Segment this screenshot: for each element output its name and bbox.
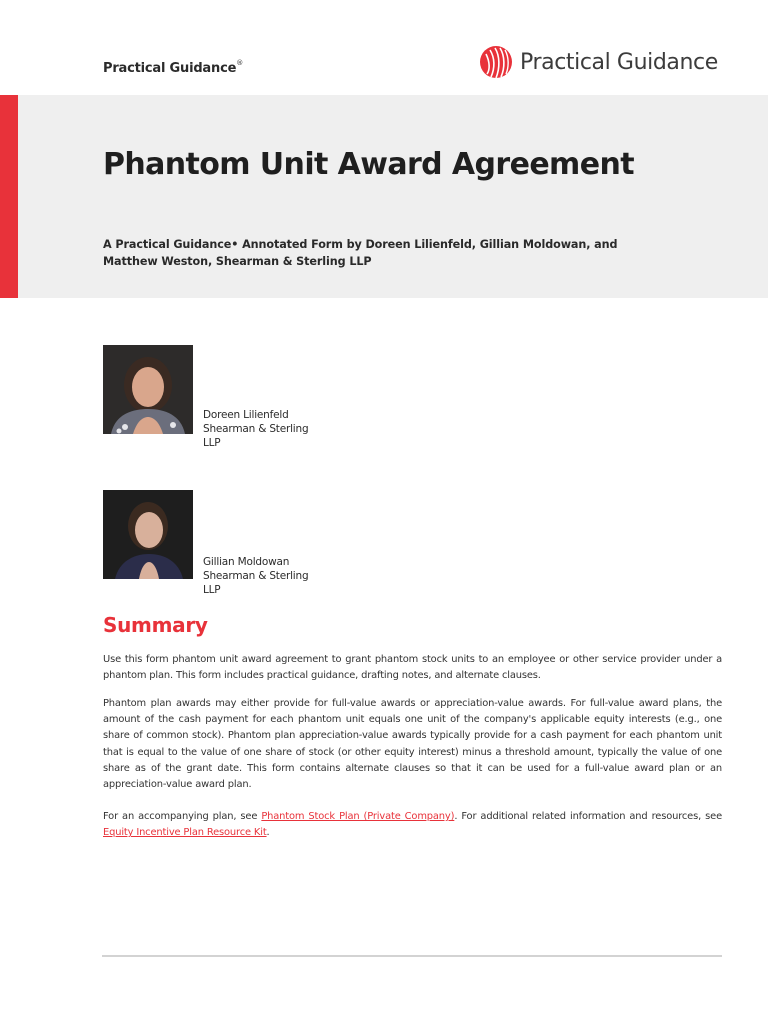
author-portrait-image bbox=[103, 345, 193, 434]
summary-paragraph: Use this form phantom unit award agreement to grant phantom stock units to an employee or other service provider under a phantom plan. This form includes practical guidance, drafting notes, and alternate clauses. bbox=[103, 654, 722, 682]
author-photo bbox=[103, 490, 193, 579]
summary-paragraph: Phantom plan awards may either provide for full-value awards or appreciation-value awards. For full-value award plans, the amount of the cash payment for each phantom unit equals one unit of the company's applicable equity interests (e.g., one share of common stock). Phantom plan appreciation-value awards typically provide for a cash payment for each phantom unit that is equal to the value of one share of stock (or other equity interest) minus a threshold amount, typically the value of one share as of the grant date. This form contains alternate clauses so that it can be used for a full-value award plan or an appreciation-value award plan. bbox=[103, 698, 722, 791]
title-banner-accent-bar bbox=[0, 95, 18, 298]
author-name: Gillian Moldowan bbox=[203, 556, 290, 568]
author-photo bbox=[103, 345, 193, 434]
links-suffix-text: . bbox=[266, 827, 270, 839]
author-firm-suffix: LLP bbox=[203, 584, 221, 596]
author-card bbox=[103, 490, 309, 596]
phantom-stock-plan-link[interactable]: Phantom Stock Plan (Private Company) bbox=[261, 811, 455, 822]
footer-divider bbox=[102, 955, 722, 957]
summary-heading: Summary bbox=[103, 613, 208, 637]
lexisnexis-red-sphere-icon bbox=[478, 44, 514, 80]
author-card bbox=[103, 345, 309, 449]
author-name: Doreen Lilienfeld bbox=[203, 409, 289, 421]
registered-mark: ® bbox=[236, 59, 243, 67]
brand-name-left: Practical Guidance bbox=[103, 61, 237, 76]
links-intro-text: For an accompanying plan, see bbox=[103, 811, 262, 822]
practical-guidance-logo[interactable] bbox=[478, 44, 718, 80]
logo-text: Practical Guidance bbox=[520, 49, 718, 75]
document-title: Phantom Unit Award Agreement bbox=[103, 147, 634, 182]
brand-wordmark-left bbox=[103, 61, 243, 76]
author-firm: Shearman & Sterling bbox=[203, 423, 309, 435]
author-details bbox=[203, 408, 318, 450]
equity-incentive-plan-resource-kit-link[interactable]: Equity Incentive Plan Resource Kit bbox=[103, 827, 267, 839]
author-portrait-image bbox=[103, 490, 193, 579]
author-details bbox=[203, 555, 318, 597]
links-middle-text: . For additional related information and resources, see bbox=[454, 811, 722, 822]
document-subtitle: A Practical Guidance• Annotated Form by Doreen Lilienfeld, Gillian Moldowan, and Matthew Weston, Shearman & Sterling LLP bbox=[103, 238, 618, 268]
author-firm: Shearman & Sterling bbox=[203, 570, 309, 582]
author-firm-suffix: LLP bbox=[203, 437, 221, 449]
summary-paragraph-links bbox=[103, 809, 722, 841]
